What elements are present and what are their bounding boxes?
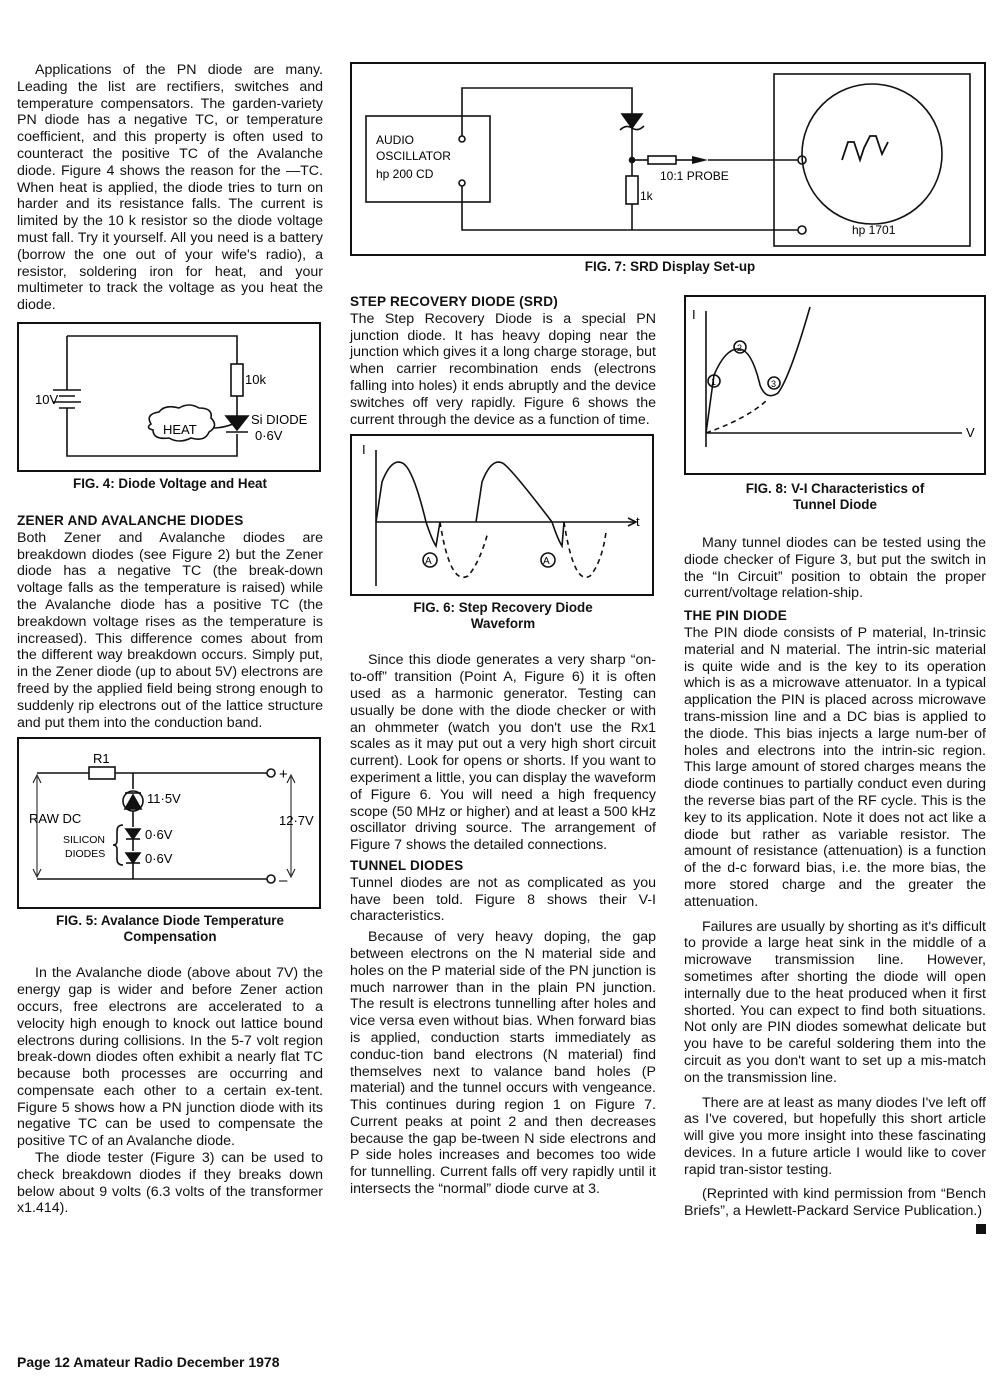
fig7-resistor: 1k bbox=[640, 189, 653, 203]
paragraph: Since this diode generates a very sharp “on-to-off” transition (Point A, Figure 6) it is often used as a harmonic generator. Testing can usually be done with the diode checker or with an ohmmeter (watch you don't use the Rx1 scales as it may put out a very high short circuit current). Look for opens or shorts. If you want to experiment a little, you can display the waveform of Figure 6. You will need a high frequency scope (50 MHz or higher) and at least a 500 kHz oscillator driving source. The arrangement of Figure 7 shows the detailed connections. bbox=[350, 652, 656, 854]
page-footer: Page 12 Amateur Radio December 1978 bbox=[17, 1354, 280, 1370]
heading-srd: STEP RECOVERY DIODE (SRD) bbox=[350, 294, 558, 309]
paragraph: There are at least as many diodes I've left off as I've covered, but hopefully this short article will give you more insight into these fascinating devices. In a future article I would like to cover rapid tran-sistor testing. bbox=[684, 1094, 986, 1178]
fig6-i-axis: I bbox=[362, 442, 366, 458]
fig8-i-axis: I bbox=[692, 307, 696, 322]
paragraph: Tunnel diodes are not as complicated as you have been told. Figure 8 shows their V-I characteristics. bbox=[350, 874, 656, 925]
paragraph: The PIN diode consists of P material, In-trinsic material and N material. The intrin-sic material is quite wide and is the key to its operation which is as a microwave attenuator. In a typical application the PIN is placed across microwave trans-mission line and a DC bias is applied to the diode. This bias injects a large num-ber of holes and electrons into the intrin-sic region. This large amount of stored charges means the diode continues to partially conduct even during the reverse bias part of the RF cycle. This is the key to its application. Note it does not act like a diode but rather as variable resistor. The amount of resistance (attenuation) is a function of the d-c forward bias, i.e. the more bias, the more stored charge and the greater the attenuation. bbox=[684, 624, 986, 910]
figure-4-caption: FIG. 4: Diode Voltage and Heat bbox=[73, 475, 267, 491]
figure-5 bbox=[17, 737, 321, 909]
paragraph bbox=[684, 1186, 986, 1220]
fig5-minus: – bbox=[279, 872, 288, 890]
paragraph: The Step Recovery Diode is a special PN junction diode. It has heavy doping near the junction which gives it a long charge storage, but when carrier recombination ends (electrons falling into holes) it ends abruptly and the device switches off very rapidly. Figure 6 shows the current through the device as a function of time. bbox=[350, 310, 657, 428]
heading-pin: THE PIN DIODE bbox=[684, 608, 788, 624]
paragraph: Many tunnel diodes can be tested using the diode checker of Figure 3, but put the switch in the “In Circuit” position to obtain the proper current/voltage relation-ship. bbox=[684, 535, 986, 602]
fig7-osc-audio: AUDIO bbox=[376, 133, 415, 147]
fig8-region-1: 1 bbox=[711, 377, 717, 387]
fig6-t-axis: t bbox=[636, 514, 640, 530]
paragraph: Applications of the PN diode are many. Leading the list are rectifiers, switches and temperature compensators. The garden-variety PN diode has a negative TC, or temperature coefficient, and this property is often used to counteract the positive TC of the Avalanche diode. Figure 4 shows the reason for the —TC. When heat is applied, the diode tries to turn on harder and its resistance falls. The current is limited by the 10 k resistor so the diode voltage must fall. Try it yourself. All you need is a battery (borrow the one out of your wife's radio), a resistor, soldering iron for heat, and your multimeter to track the voltage as you heat the diode. bbox=[17, 62, 323, 314]
figure-7-caption: FIG. 7: SRD Display Set-up bbox=[584, 259, 756, 274]
fig5-d2: 0·6V bbox=[145, 851, 173, 867]
fig4-resistor: 10k bbox=[245, 371, 266, 387]
fig7-scope: hp 1701 bbox=[852, 223, 896, 237]
fig4-diode-voltage: 0·6V bbox=[255, 427, 283, 443]
end-of-article-mark bbox=[976, 1224, 986, 1234]
figure-4 bbox=[17, 322, 321, 472]
figure-8 bbox=[684, 295, 986, 475]
column-2 bbox=[350, 294, 656, 1198]
fig8-point-2: 2 bbox=[737, 343, 743, 353]
figure-8-caption: FIG. 8: V-I Characteristics of Tunnel Diode bbox=[745, 481, 925, 512]
paragraph: Because of very heavy doping, the gap between electrons on the N material side and holes on the P material side of the PN junction is much narrower than in the plain PN junction. The result is electrons tunnelling after holes and vice versa even without bias. When forward bias is applied, conduction starts immediately as conduc-tion band electrons (N material) find themselves next to valance band holes (P material) and the tunnel occurs with vengeance. This continues during region 1 on Figure 7. Current peaks at point 2 and then decreases because the gap be-tween N side electrons and P side holes increases and becomes too wide for tunnelling. Current falls off very rapidly until it intersects the “normal” diode curve at 3. bbox=[350, 929, 656, 1198]
figure-6-waveform bbox=[352, 436, 652, 594]
fig5-diodes: DIODES bbox=[65, 848, 106, 861]
fig8-point-3: 3 bbox=[771, 379, 777, 389]
fig6-point-a: A bbox=[425, 556, 432, 568]
heading-tunnel: TUNNEL DIODES bbox=[350, 857, 464, 873]
fig5-plus: + bbox=[279, 766, 288, 784]
fig5-d1: 0·6V bbox=[145, 827, 173, 843]
column-3 bbox=[684, 295, 986, 1234]
fig5-zener: 11·5V bbox=[147, 791, 181, 807]
fig4-heat: HEAT bbox=[163, 421, 197, 437]
fig5-raw-dc: RAW DC bbox=[29, 811, 82, 827]
fig7-probe: 10:1 PROBE bbox=[660, 169, 729, 183]
fig5-silicon: SILICON bbox=[63, 834, 106, 847]
fig7-osc-model: hp 200 CD bbox=[376, 167, 434, 181]
fig4-voltage: 10V bbox=[35, 391, 59, 407]
fig4-diode-label: Si DIODE bbox=[251, 411, 308, 427]
reprint-note: (Reprinted with kind permission from “Bench Briefs”, a Hewlett-Packard Service Publication.) bbox=[684, 1186, 986, 1220]
fig5-output: 12·7V bbox=[279, 813, 314, 829]
figure-6-caption: FIG. 6: Step Recovery Diode Waveform bbox=[413, 600, 593, 632]
fig8-v-axis: V bbox=[966, 425, 975, 440]
figure-5-circuit bbox=[19, 739, 319, 907]
paragraph: Both Zener and Avalanche diodes are breakdown diodes (see Figure 2) but the Zener diode has a negative TC (the break-down voltage falls as the temperature is raised) while the Avalanche diode has a positive TC (the breakdown voltage rises as the temperature is increased). This difference comes about from the different way breakdown occurs. Simply put, in the Zener diode (up to about 5V) electrons are freed by the applied field being strong enough to suddenly rip electrons out of the lattice structure and put them into the conduction band. bbox=[17, 529, 324, 731]
paragraph: In the Avalanche diode (above about 7V) the energy gap is wider and before Zener action occurs, free electrons are accelerated to a velocity high enough to knock out lattice bound electrons during collisions. In the 5-7 volt region break-down diodes often exhibit a nearly flat TC because both processes are occurring and compensate each other to a certain ex-tent. Figure 5 shows how a PN junction diode with its negative TC can be used to compensate the positive TC of an Avalanche diode. bbox=[17, 965, 323, 1150]
figure-7-setup bbox=[352, 64, 984, 254]
figure-4-circuit bbox=[19, 324, 319, 470]
paragraph: The diode tester (Figure 3) can be used to check breakdown diodes if they breaks down below about 9 volts (6.3 volts of the transformer x1.414). bbox=[17, 1150, 323, 1217]
figure-6 bbox=[350, 434, 654, 596]
paragraph: Failures are usually by shorting as it's difficult to provide a large heat sink in the middle of a microwave transmission line. However, sometimes after shorting the diode will open internally due to the heat produced when it first shorted. You can expect to find both situations. Not only are PIN diodes somewhat delicate but you have to be careful soldering them into the circuit as you don't want to set up a mis-match on the transmission line. bbox=[684, 918, 986, 1086]
figure-8-vi-curve bbox=[686, 297, 984, 473]
figure-5-caption: FIG. 5: Avalance Diode Temperature Compensation bbox=[56, 913, 284, 945]
heading-zener: ZENER AND AVALANCHE DIODES bbox=[17, 512, 244, 528]
fig5-r1: R1 bbox=[93, 751, 110, 767]
fig7-osc-oscillator: OSCILLATOR bbox=[376, 149, 451, 163]
column-1 bbox=[17, 62, 323, 1217]
fig6-point-a: A bbox=[543, 556, 550, 568]
figure-7 bbox=[350, 62, 986, 256]
